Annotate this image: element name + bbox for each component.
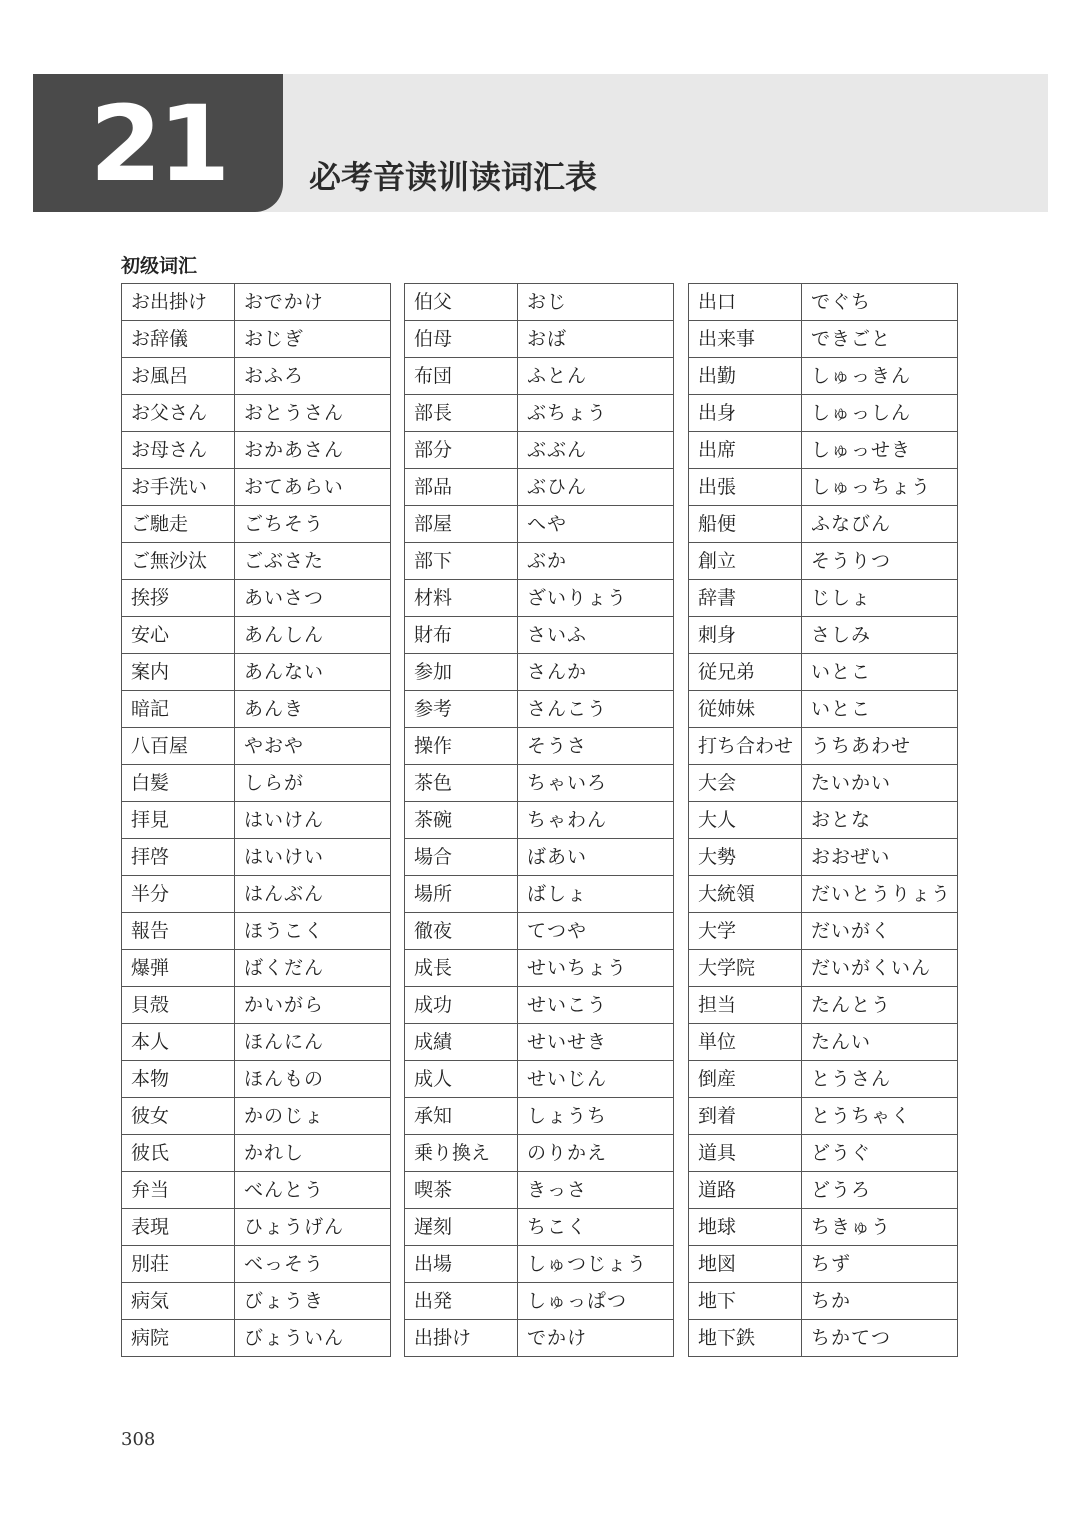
reading-cell: そうりつ [802, 543, 958, 580]
reading-cell: のりかえ [518, 1135, 674, 1172]
table-row [405, 1024, 674, 1061]
table-row [689, 1024, 958, 1061]
reading-cell: おかあさん [235, 432, 391, 469]
table-row [689, 358, 958, 395]
word-cell: 表現 [122, 1209, 235, 1246]
word-cell: 材料 [405, 580, 518, 617]
reading-cell: せいちょう [518, 950, 674, 987]
word-cell: 拝見 [122, 802, 235, 839]
word-cell: 出掛け [405, 1320, 518, 1357]
word-cell: 出張 [689, 469, 802, 506]
table-row [689, 1320, 958, 1357]
reading-cell: だいとうりょう [802, 876, 958, 913]
table-row [689, 469, 958, 506]
table-row [689, 876, 958, 913]
table-row [405, 1098, 674, 1135]
table-row [122, 617, 391, 654]
reading-cell: きっさ [518, 1172, 674, 1209]
reading-cell: どうろ [802, 1172, 958, 1209]
word-cell: 大学院 [689, 950, 802, 987]
table-row [122, 987, 391, 1024]
reading-cell: ぶひん [518, 469, 674, 506]
reading-cell: はいけい [235, 839, 391, 876]
word-cell: 彼女 [122, 1098, 235, 1135]
table-row [122, 321, 391, 358]
word-cell: 到着 [689, 1098, 802, 1135]
reading-cell: うちあわせ [802, 728, 958, 765]
reading-cell: そうさ [518, 728, 674, 765]
reading-cell: へや [518, 506, 674, 543]
table-row [122, 1209, 391, 1246]
word-cell: 成人 [405, 1061, 518, 1098]
reading-cell: しゅっしん [802, 395, 958, 432]
reading-cell: ざいりょう [518, 580, 674, 617]
reading-cell: ばしょ [518, 876, 674, 913]
reading-cell: ばくだん [235, 950, 391, 987]
word-cell: 従兄弟 [689, 654, 802, 691]
table-row [689, 1135, 958, 1172]
table-row [689, 802, 958, 839]
reading-cell: おふろ [235, 358, 391, 395]
table-row [122, 913, 391, 950]
word-cell: 大統領 [689, 876, 802, 913]
reading-cell: ちず [802, 1246, 958, 1283]
word-cell: 道具 [689, 1135, 802, 1172]
reading-cell: やおや [235, 728, 391, 765]
reading-cell: ぶか [518, 543, 674, 580]
word-cell: お風呂 [122, 358, 235, 395]
word-cell: 伯父 [405, 284, 518, 321]
word-cell: 徹夜 [405, 913, 518, 950]
word-cell: 乗り換え [405, 1135, 518, 1172]
table-row [122, 469, 391, 506]
table-row [122, 395, 391, 432]
reading-cell: はいけん [235, 802, 391, 839]
reading-cell: おとな [802, 802, 958, 839]
word-cell: 参考 [405, 691, 518, 728]
reading-cell: あんしん [235, 617, 391, 654]
word-cell: 従姉妹 [689, 691, 802, 728]
table-row [405, 617, 674, 654]
table-row [689, 765, 958, 802]
table-row [689, 284, 958, 321]
table-row [122, 802, 391, 839]
word-cell: 彼氏 [122, 1135, 235, 1172]
table-row [689, 617, 958, 654]
table-row [405, 950, 674, 987]
table-row [689, 1246, 958, 1283]
table-row [405, 802, 674, 839]
table-row [405, 321, 674, 358]
word-cell: ご馳走 [122, 506, 235, 543]
word-cell: 爆弾 [122, 950, 235, 987]
reading-cell: かいがら [235, 987, 391, 1024]
reading-cell: べんとう [235, 1172, 391, 1209]
table-row [689, 987, 958, 1024]
reading-cell: ちきゅう [802, 1209, 958, 1246]
reading-cell: びょうき [235, 1283, 391, 1320]
reading-cell: てつや [518, 913, 674, 950]
word-cell: 地図 [689, 1246, 802, 1283]
table-row [689, 543, 958, 580]
table-row [405, 765, 674, 802]
table-row [689, 432, 958, 469]
reading-cell: ちか [802, 1283, 958, 1320]
table-row [122, 543, 391, 580]
reading-cell: せいじん [518, 1061, 674, 1098]
reading-cell: ごちそう [235, 506, 391, 543]
reading-cell: どうぐ [802, 1135, 958, 1172]
reading-cell: さんか [518, 654, 674, 691]
reading-cell: しゅっちょう [802, 469, 958, 506]
table-row [122, 839, 391, 876]
table-row [689, 506, 958, 543]
reading-cell: ちかてつ [802, 1320, 958, 1357]
word-cell: 地下 [689, 1283, 802, 1320]
reading-cell: おとうさん [235, 395, 391, 432]
reading-cell: じしょ [802, 580, 958, 617]
word-cell: 出発 [405, 1283, 518, 1320]
reading-cell: おてあらい [235, 469, 391, 506]
table-row [689, 839, 958, 876]
word-cell: お辞儀 [122, 321, 235, 358]
word-cell: 八百屋 [122, 728, 235, 765]
reading-cell: おでかけ [235, 284, 391, 321]
word-cell: 部下 [405, 543, 518, 580]
word-cell: 部屋 [405, 506, 518, 543]
word-cell: 地球 [689, 1209, 802, 1246]
word-cell: お出掛け [122, 284, 235, 321]
table-row [122, 1320, 391, 1357]
table-row [689, 1209, 958, 1246]
reading-cell: ほんもの [235, 1061, 391, 1098]
table-row [122, 1135, 391, 1172]
table-row [405, 543, 674, 580]
reading-cell: たんとう [802, 987, 958, 1024]
word-cell: 承知 [405, 1098, 518, 1135]
table-row [689, 913, 958, 950]
table-row [122, 654, 391, 691]
reading-cell: おじぎ [235, 321, 391, 358]
reading-cell: せいせき [518, 1024, 674, 1061]
word-cell: お父さん [122, 395, 235, 432]
reading-cell: いとこ [802, 654, 958, 691]
word-cell: 半分 [122, 876, 235, 913]
table-row [405, 987, 674, 1024]
word-cell: 船便 [689, 506, 802, 543]
table-row [122, 691, 391, 728]
word-cell: 茶碗 [405, 802, 518, 839]
reading-cell: おおぜい [802, 839, 958, 876]
table-row [689, 580, 958, 617]
table-row [122, 1061, 391, 1098]
table-row [122, 876, 391, 913]
table-row [405, 691, 674, 728]
word-cell: 挨拶 [122, 580, 235, 617]
reading-cell: しゅっせき [802, 432, 958, 469]
table-row [405, 728, 674, 765]
table-row [689, 950, 958, 987]
table-row [122, 1246, 391, 1283]
word-cell: ご無沙汰 [122, 543, 235, 580]
word-cell: 辞書 [689, 580, 802, 617]
reading-cell: ぶちょう [518, 395, 674, 432]
table-row [405, 506, 674, 543]
reading-cell: しゅっきん [802, 358, 958, 395]
word-cell: 布団 [405, 358, 518, 395]
reading-cell: ひょうげん [235, 1209, 391, 1246]
table-row [689, 1283, 958, 1320]
table-row [122, 1098, 391, 1135]
reading-cell: かれし [235, 1135, 391, 1172]
reading-cell: ふとん [518, 358, 674, 395]
section-title: 初级词汇 [121, 255, 198, 277]
word-cell: 財布 [405, 617, 518, 654]
word-cell: 白髪 [122, 765, 235, 802]
table-row [405, 1061, 674, 1098]
word-cell: 安心 [122, 617, 235, 654]
chapter-number-box [33, 74, 283, 212]
word-cell: 貝殻 [122, 987, 235, 1024]
table-row [689, 691, 958, 728]
reading-cell: たんい [802, 1024, 958, 1061]
word-cell: 大学 [689, 913, 802, 950]
reading-cell: できごと [802, 321, 958, 358]
reading-cell: おじ [518, 284, 674, 321]
page-number: 308 [121, 1429, 156, 1450]
table-row [689, 1061, 958, 1098]
word-cell: 出口 [689, 284, 802, 321]
table-row [689, 654, 958, 691]
reading-cell: さんこう [518, 691, 674, 728]
reading-cell: だいがく [802, 913, 958, 950]
table-row [405, 1172, 674, 1209]
word-cell: お手洗い [122, 469, 235, 506]
table-row [405, 1320, 674, 1357]
word-cell: 出場 [405, 1246, 518, 1283]
word-cell: 拝啓 [122, 839, 235, 876]
word-cell: 成長 [405, 950, 518, 987]
table-row [405, 1283, 674, 1320]
table-row [405, 654, 674, 691]
reading-cell: あんない [235, 654, 391, 691]
chapter-title: 必考音读训读词汇表 [309, 158, 598, 196]
table-row [122, 580, 391, 617]
table-row [122, 284, 391, 321]
word-cell: 茶色 [405, 765, 518, 802]
reading-cell: ごぶさた [235, 543, 391, 580]
word-cell: 暗記 [122, 691, 235, 728]
table-row [405, 432, 674, 469]
table-row [122, 1283, 391, 1320]
reading-cell: あいさつ [235, 580, 391, 617]
reading-cell: でかけ [518, 1320, 674, 1357]
reading-cell: ほうこく [235, 913, 391, 950]
reading-cell: ちこく [518, 1209, 674, 1246]
word-cell: 遅刻 [405, 1209, 518, 1246]
table-row [689, 1172, 958, 1209]
word-cell: 本人 [122, 1024, 235, 1061]
word-cell: 大会 [689, 765, 802, 802]
word-cell: 病気 [122, 1283, 235, 1320]
word-cell: 担当 [689, 987, 802, 1024]
reading-cell: さしみ [802, 617, 958, 654]
reading-cell: だいがくいん [802, 950, 958, 987]
table-row [122, 432, 391, 469]
table-row [689, 1098, 958, 1135]
word-cell: 喫茶 [405, 1172, 518, 1209]
table-row [405, 876, 674, 913]
word-cell: 成績 [405, 1024, 518, 1061]
word-cell: 報告 [122, 913, 235, 950]
word-cell: 本物 [122, 1061, 235, 1098]
word-cell: 出勤 [689, 358, 802, 395]
word-cell: 倒産 [689, 1061, 802, 1098]
table-row [122, 358, 391, 395]
word-cell: 刺身 [689, 617, 802, 654]
vocab-table-column-2 [404, 283, 674, 1357]
word-cell: 成功 [405, 987, 518, 1024]
vocab-table-column-3 [688, 283, 958, 1357]
table-row [405, 839, 674, 876]
word-cell: 大勢 [689, 839, 802, 876]
word-cell: 部分 [405, 432, 518, 469]
reading-cell: かのじょ [235, 1098, 391, 1135]
reading-cell: しょうち [518, 1098, 674, 1135]
word-cell: 単位 [689, 1024, 802, 1061]
reading-cell: しゅつじょう [518, 1246, 674, 1283]
word-cell: 部品 [405, 469, 518, 506]
word-cell: 伯母 [405, 321, 518, 358]
reading-cell: ちゃいろ [518, 765, 674, 802]
reading-cell: しらが [235, 765, 391, 802]
table-row [122, 950, 391, 987]
word-cell: 部長 [405, 395, 518, 432]
reading-cell: ふなびん [802, 506, 958, 543]
word-cell: 創立 [689, 543, 802, 580]
reading-cell: びょういん [235, 1320, 391, 1357]
table-row [122, 1172, 391, 1209]
reading-cell: ばあい [518, 839, 674, 876]
reading-cell: せいこう [518, 987, 674, 1024]
word-cell: 病院 [122, 1320, 235, 1357]
reading-cell: でぐち [802, 284, 958, 321]
reading-cell: べっそう [235, 1246, 391, 1283]
reading-cell: はんぶん [235, 876, 391, 913]
word-cell: 打ち合わせ [689, 728, 802, 765]
word-cell: 案内 [122, 654, 235, 691]
reading-cell: いとこ [802, 691, 958, 728]
reading-cell: おば [518, 321, 674, 358]
table-row [405, 395, 674, 432]
word-cell: 出席 [689, 432, 802, 469]
reading-cell: たいかい [802, 765, 958, 802]
word-cell: 場合 [405, 839, 518, 876]
reading-cell: とうちゃく [802, 1098, 958, 1135]
word-cell: 道路 [689, 1172, 802, 1209]
word-cell: 別荘 [122, 1246, 235, 1283]
table-row [689, 321, 958, 358]
chapter-number: 21 [89, 83, 227, 205]
table-row [405, 1209, 674, 1246]
word-cell: 弁当 [122, 1172, 235, 1209]
reading-cell: とうさん [802, 1061, 958, 1098]
word-cell: 場所 [405, 876, 518, 913]
table-row [405, 284, 674, 321]
table-row [405, 913, 674, 950]
table-row [405, 358, 674, 395]
table-row [405, 580, 674, 617]
table-row [122, 506, 391, 543]
table-row [405, 469, 674, 506]
word-cell: お母さん [122, 432, 235, 469]
word-cell: 参加 [405, 654, 518, 691]
table-row [689, 728, 958, 765]
reading-cell: さいふ [518, 617, 674, 654]
word-cell: 出身 [689, 395, 802, 432]
reading-cell: ちゃわん [518, 802, 674, 839]
reading-cell: ぶぶん [518, 432, 674, 469]
table-row [405, 1246, 674, 1283]
table-row [689, 395, 958, 432]
word-cell: 大人 [689, 802, 802, 839]
vocab-table-column-1 [121, 283, 391, 1357]
reading-cell: あんき [235, 691, 391, 728]
word-cell: 操作 [405, 728, 518, 765]
table-row [122, 728, 391, 765]
word-cell: 出来事 [689, 321, 802, 358]
table-row [122, 1024, 391, 1061]
reading-cell: ほんにん [235, 1024, 391, 1061]
reading-cell: しゅっぱつ [518, 1283, 674, 1320]
table-row [122, 765, 391, 802]
table-row [405, 1135, 674, 1172]
word-cell: 地下鉄 [689, 1320, 802, 1357]
